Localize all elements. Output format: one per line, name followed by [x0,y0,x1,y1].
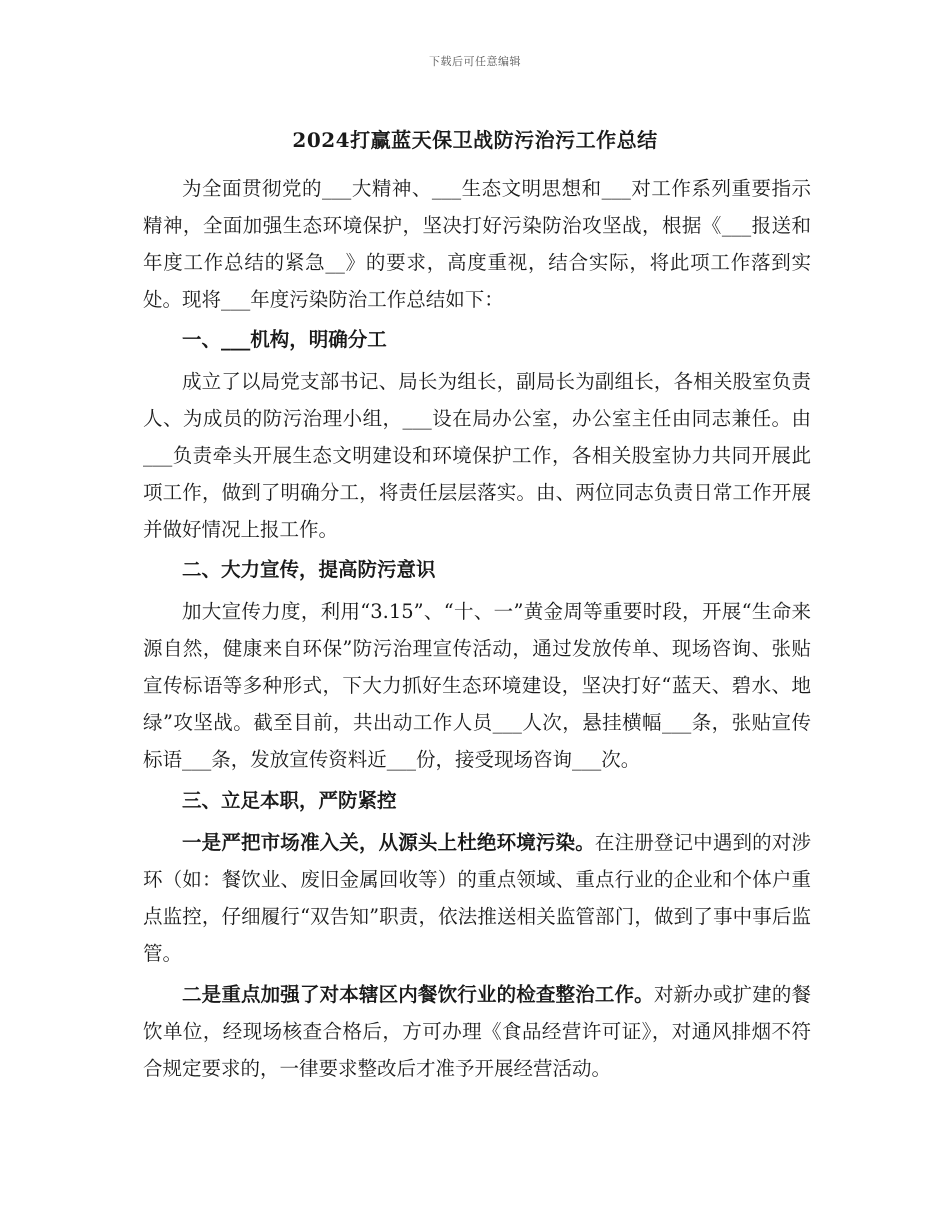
section-3-heading: 三、立足本职，严防紧控 [182,789,397,812]
section-3-point-2 [143,976,811,1087]
point-2-body: 对新办或扩建的餐饮单位，经现场核查合格后，方可办理《食品经营许可证》，对通风排烟不符合规定要求的，一律要求整改后才准予开展经营活动。 [143,983,811,1080]
point-2-lead: 二是重点加强了对本辖区内餐饮行业的检查整治工作。 [182,983,654,1006]
document-body [143,170,811,1087]
point-1-body: 在注册登记中遇到的对涉环（如：餐饮业、废旧金属回收等）的重点领域、重点行业的企业和个体户重点监控，仔细履行“双告知”职责，依法推送相关监管部门，做到了事中事后监管。 [143,831,811,965]
document-title: 2024打赢蓝天保卫战防污治污工作总结 [292,128,658,152]
section-2-paragraph: 加大宣传力度，利用“3.15”、“十、一”黄金周等重要时段，开展“生命来源自然，健康来自环保”防污治理宣传活动，通过发放传单、现场咨询、张贴宣传标语等多种形式，下大力抓好生态环境建设，坚决打好“蓝天、碧水、地绿”攻坚战。截至目前，共出动工作人员___人次，悬挂横幅___条，张贴宣传标语___条，发放宣传资料近___份，接受现场咨询___次。 [143,600,811,771]
point-1-lead: 一是严把市场准入关，从源头上杜绝环境污染。 [182,831,595,854]
section-1-heading: 一、___机构，明确分工 [182,328,387,351]
page-header-note: 下载后可任意编辑 [429,55,521,68]
section-2-heading: 二、大力宣传，提高防污意识 [182,558,436,581]
section-3-point-1 [143,824,811,972]
section-1-paragraph: 成立了以局党支部书记、局长为组长，副局长为副组长，各相关股室负责人、为成员的防污治理小组，___设在局办公室，办公室主任由同志兼任。由___负责牵头开展生态文明建设和环境保护工作，各相关股室协力共同开展此项工作，做到了明确分工，将责任层层落实。由、两位同志负责日常工作开展并做好情况上报工作。 [143,370,811,541]
intro-paragraph: 为全面贯彻党的___大精神、___生态文明思想和___对工作系列重要指示精神，全面加强生态环境保护，坚决打好污染防治攻坚战，根据《___报送和年度工作总结的紧急__》的要求，高度重视，结合实际，将此项工作落到实处。现将___年度污染防治工作总结如下： [143,177,811,311]
